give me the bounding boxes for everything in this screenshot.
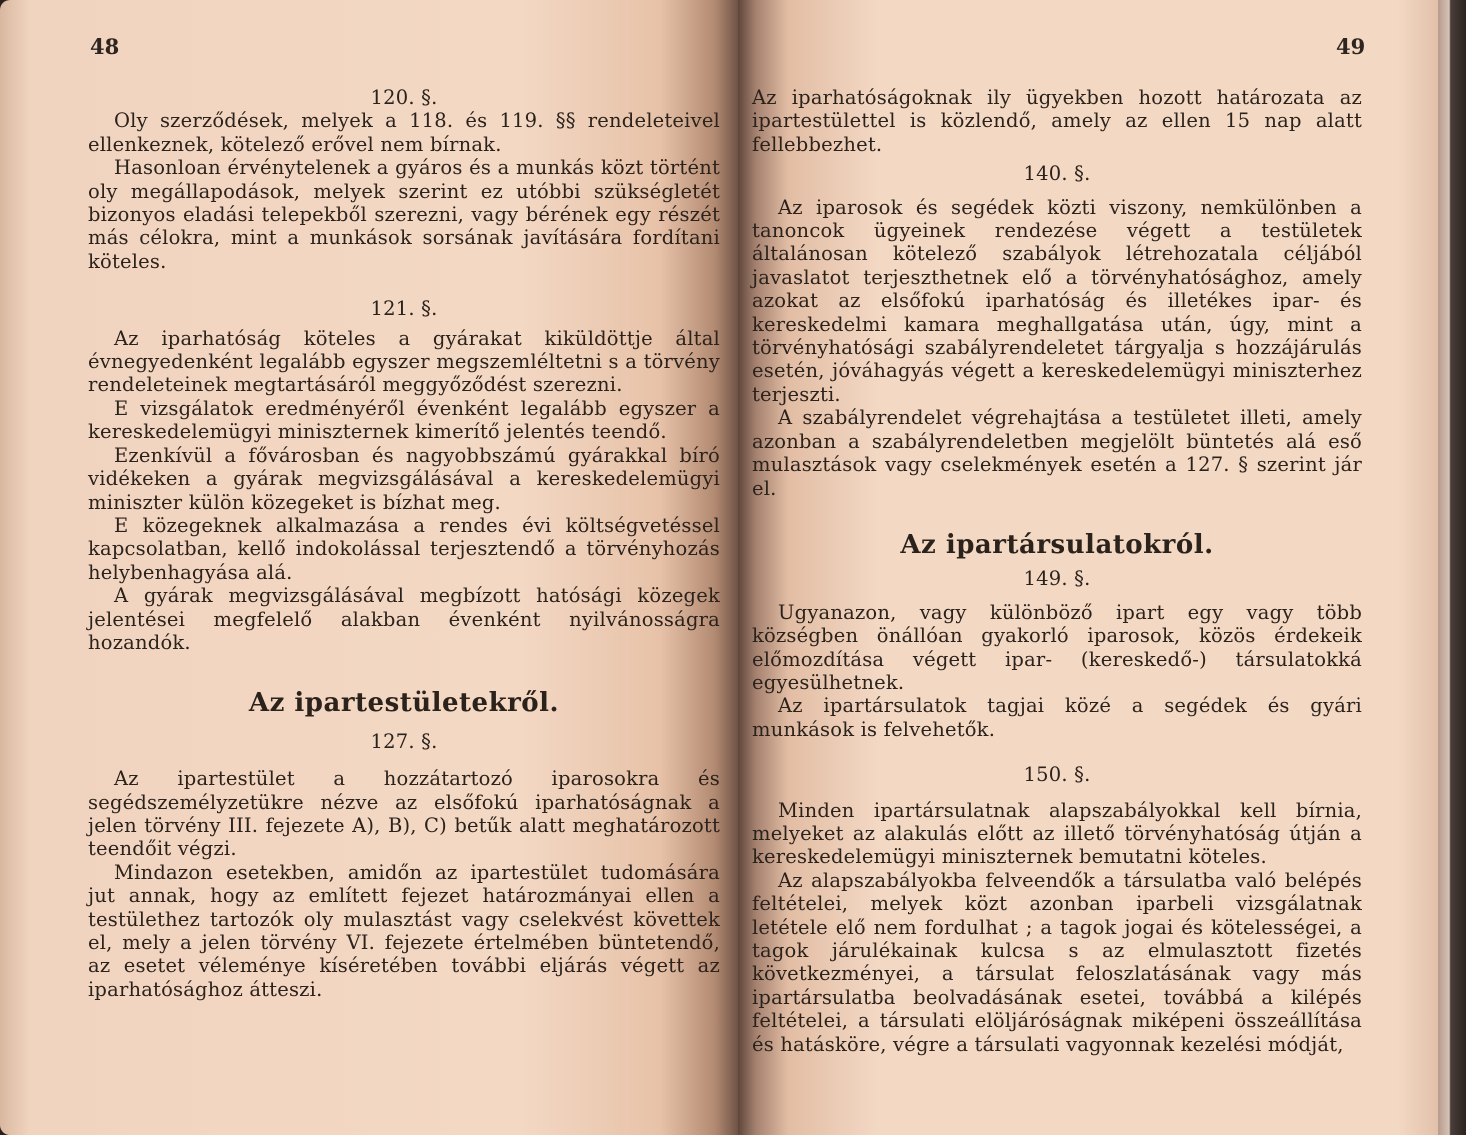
page-number-right: 49 bbox=[1336, 34, 1366, 59]
left-page-text bbox=[88, 86, 720, 1001]
paragraph: A gyárak megvizsgálásával megbízott hatósági közegek jelentései megfelelő alakban évenként nyilvánosságra hozandók. bbox=[88, 584, 720, 654]
section-121-heading: 121. §. bbox=[370, 297, 438, 321]
paragraph: E közegeknek alkalmazása a rendes évi költségvetéssel kapcsolatban, kellő indokolással terjesztendő a törvényhozás helybenhagyása alá. bbox=[88, 513, 720, 584]
paragraph: Az iparhatóságoknak ily ügyekben hozott határozata az ipartestülettel is közlendő, amely az ellen 15 nap alatt fellebbezhet. bbox=[752, 86, 1362, 156]
section-149-heading: 149. §. bbox=[1023, 567, 1091, 591]
section-150-heading: 150. §. bbox=[1023, 763, 1091, 787]
right-page-text bbox=[752, 86, 1362, 1056]
paragraph: A szabályrendelet végrehajtása a testületet illeti, amely azonban a szabályrendeletben megjelölt büntetés alá eső mulasztások vagy cselekmények esetén a 127. § szerint jár el. bbox=[752, 406, 1362, 500]
paragraph: Az ipartársulatok tagjai közé a segédek és gyári munkások is felvehetők. bbox=[752, 694, 1362, 741]
paragraph: Az iparhatóság köteles a gyárakat kiküldöttje által évnegyedenként legalább egyszer megszemléltetni s a törvény rendeleteinek megtartásáról meggyőződést szerezni. bbox=[88, 326, 720, 397]
paragraph: Hasonloan érvénytelenek a gyáros és a munkás közt történt oly megállapodások, melyek szerint ez utóbbi szükségletét bizonyos eladási telepekből szerezni, vagy bérének egy részét más célokra, mint a munkások sorsának javítására fordítani köteles. bbox=[88, 156, 720, 273]
paragraph: Ezenkívül a fővárosban és nagyobbszámú gyárakkal bíró vidékeken a gyárak megvizsgálásával a kereskedelemügyi miniszter külön közegeket is bízhat meg. bbox=[88, 443, 720, 514]
chapter-heading-ipartarsulatok: Az ipartársulatokról. bbox=[900, 529, 1214, 560]
section-120-heading: 120. §. bbox=[370, 86, 438, 109]
paragraph: Az ipartestület a hozzátartozó iparosokra és segédszemélyzetükre nézve az elsőfokú iparhatóságnak a jelen törvény III. fejezete A), B), C) betűk alatt meghatározott teendőit végzi. bbox=[88, 767, 720, 861]
section-140-heading: 140. §. bbox=[1023, 162, 1091, 186]
section-127-heading: 127. §. bbox=[370, 729, 438, 753]
paragraph: Az iparosok és segédek közti viszony, nemkülönben a tanoncok ügyeinek rendezése végett a testületek általánosan kötelező szabályok létrehozatala céljából javaslatot terjeszthetnek elő a törvényhatósághoz, amely azokat az elsőfokú iparhatóság és illetékes ipar- és kereskedelmi kamara meghallgatása után, úgy, mint a törvényhatósági szabályrendeletet tárgyalja s hozzájárulás esetén, jóváhagyás végett a kereskedelemügyi miniszterhez terjeszti. bbox=[752, 195, 1362, 406]
paragraph: Minden ipartársulatnak alapszabályokkal kell bírnia, melyeket az alakulás előtt az illető törvényhatóság útján a kereskedelemügyi miniszternek bemutatni köteles. bbox=[752, 798, 1362, 869]
page-number-left: 48 bbox=[90, 34, 120, 59]
paragraph: Az alapszabályokba felveendők a társulatba való belépés feltételei, melyek közt azonban iparbeli vizsgálatnak letétele elő nem fordulhat ; a tagok jogai és kötelességei, a tagok járulékainak kulcsa s az elmulasztott fizetés következményei, a társulat feloszlatásának vagy más ipartársulatba beolvadásának esetei, továbbá a kilépés feltételei, a társulati elöljáróságnak miképeni összeállítása és hatásköre, végre a társulati vagyonnak kezelési módját, bbox=[752, 868, 1362, 1056]
paragraph: Ugyanazon, vagy különböző ipart egy vagy több községben önállóan gyakorló iparosok, közös érdekeik előmozdítása végett ipar- (kereskedő-) társulatokká egyesülhetnek. bbox=[752, 600, 1362, 694]
chapter-heading-ipartestuletek: Az ipartestületekről. bbox=[248, 688, 560, 719]
paragraph: Mindazon esetekben, amidőn az ipartestület tudomására jut annak, hogy az említett fejezet határozmányai ellen a testülethez tartozók oly mulasztást vagy cselekvést követtek el, mely a jelen törvény VI. fejezete értelmében büntetendő, az esetet véleménye kíséretében további eljárás végett az iparhatósághoz átteszi. bbox=[88, 860, 720, 1001]
right-page bbox=[738, 0, 1438, 1135]
book-cover-edge bbox=[1438, 0, 1466, 1135]
paragraph: Oly szerződések, melyek a 118. és 119. §§ rendeleteivel ellenkeznek, kötelező erővel nem bírnak. bbox=[88, 109, 720, 156]
paragraph: E vizsgálatok eredményéről évenként legalább egyszer a kereskedelemügyi miniszternek kimerítő jelentés teendő. bbox=[88, 396, 720, 444]
